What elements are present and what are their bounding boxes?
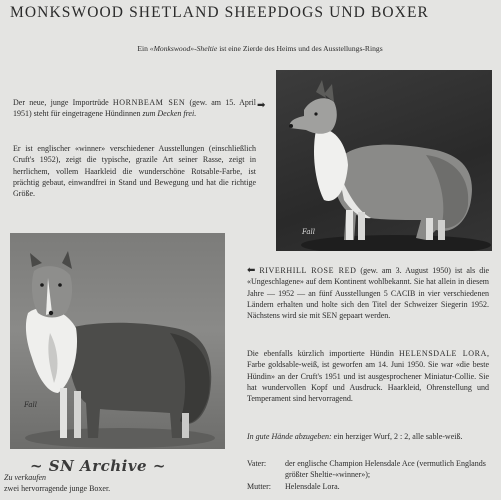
helensdale-name: HELENSDALE LORA <box>399 349 487 358</box>
hornbeam-photo <box>276 70 492 251</box>
helensdale-description: , Farbe goldsable-weiß, ist geworfen am 14. Juni 1950. Sie war «die beste Hündin» an der Cruft's 1951 und ist ausgesprochener Miniatur-Collie. Sie hat wundervollen Kopf und Ausdruck. Haarkleid, Ohrenstellung und Temperament sind hervorragend. <box>247 349 489 404</box>
riverhill-text <box>247 265 489 321</box>
parent-label: Mutter: <box>247 481 271 491</box>
hornbeam-stud-note: zum Decken frei. <box>142 109 197 119</box>
tagline-pre: Ein <box>137 44 150 53</box>
riverhill-name: RIVERHILL ROSE RED <box>259 266 357 275</box>
sale-text: zwei hervorragende junge Boxer. <box>4 484 111 493</box>
helensdale-text <box>247 348 489 404</box>
hornbeam-intro-post: (gew. am 15. April 1951) steht für eingetragene Hündinnen <box>13 98 256 119</box>
parent-value: der englische Champion Helensdale Ace (vermutlich Englands größter Sheltie-«winner»); <box>285 459 486 480</box>
hornbeam-description: Er ist englischer «winner» verschiedener Ausstellungen (einschließlich Cruft's 1952), zeigt die typische, grazile Art seiner Rasse, zeigt in herrlichem, vollem Haarkleid die wunderschöne Rotsable-Farbe, ist prächtig gebaut, einwandfrei in Stand und Bewegung und hat die richtige Größe. <box>13 144 256 199</box>
tagline-post: ist eine Zierde des Heims und des Ausstellungs-Rings <box>217 44 383 53</box>
collie-standing-image <box>10 233 225 449</box>
hornbeam-intro-pre: Der neue, junge Importrüde <box>13 98 113 107</box>
litter-label: In gute Hände abzugeben: <box>247 432 332 441</box>
hornbeam-intro <box>13 97 256 120</box>
sheltie-standing-image <box>276 70 492 251</box>
riverhill-description: (gew. am 3. August 1950) ist als die «Ungeschlagene» auf dem Kontinent wohlbekannt. Sie hat allein in diesem Jahre — 1952 — an fünf Ausstellungen 5 CACIB in vier verschiedenen Ländern erhalten und holte sich den Titel der Schweizer Siegerin 1952. Nächstens wird sie mit SEN gepaart werden. <box>247 266 489 321</box>
litter-offer <box>247 431 489 442</box>
helensdale-intro: Die ebenfalls kürzlich importierte Hündin <box>247 349 400 358</box>
archive-watermark: ~ SN Archive ~ <box>30 457 166 475</box>
sale-label: Zu verkaufen <box>4 473 46 482</box>
photographer-signature: Fall <box>24 401 38 409</box>
page-title: MONKSWOOD SHETLAND SHEEPDOGS UND BOXER <box>10 4 429 21</box>
parent-row <box>247 481 492 492</box>
tagline <box>40 44 480 53</box>
hornbeam-name: HORNBEAM SEN <box>112 98 186 107</box>
tagline-emphasis: «Monkswood»-Sheltie <box>149 44 218 53</box>
litter-text: ein herziger Wurf, 2 : 2, alle sable-weiß. <box>331 432 463 441</box>
boxer-sale <box>4 472 110 494</box>
arrow-right-icon: ➡ <box>257 100 266 111</box>
arrow-left-icon: ⬅ <box>247 265 256 276</box>
parent-label: Vater: <box>247 459 267 468</box>
parent-value: Helensdale Lora. <box>285 481 340 491</box>
parent-row <box>247 458 492 481</box>
parents-list <box>247 458 492 492</box>
photographer-signature: Fall <box>302 228 316 236</box>
riverhill-photo <box>10 233 225 449</box>
